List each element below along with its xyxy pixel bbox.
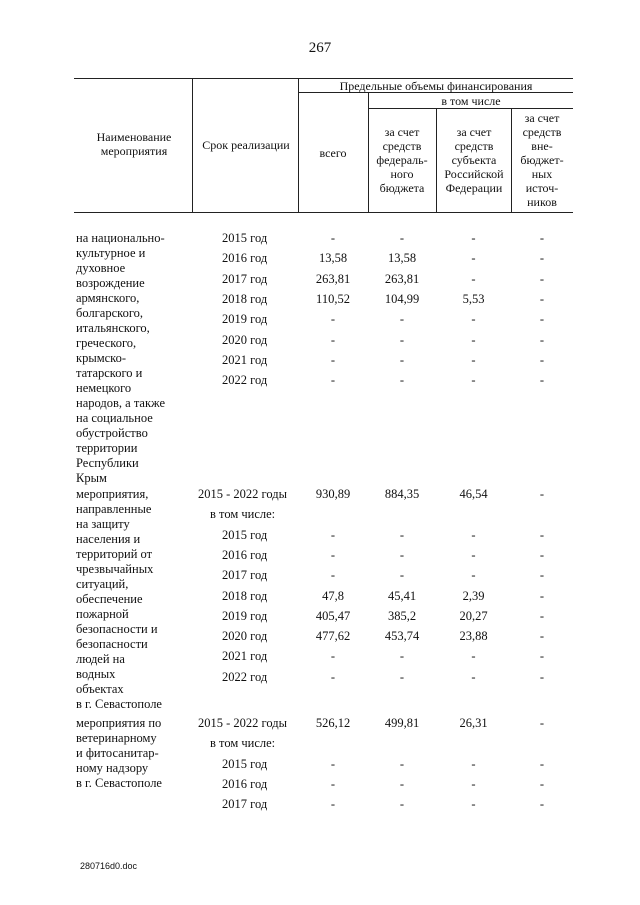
year-cell: 2018 год <box>222 291 268 306</box>
measure-name-line: чрезвычайных <box>76 562 154 576</box>
total-cell: - <box>330 776 336 791</box>
federal-cell: 45,41 <box>387 588 417 603</box>
measure-name-line: культурное и <box>76 246 146 260</box>
measure-name-line: крымско- <box>76 351 127 365</box>
subject-cell: - <box>471 271 476 286</box>
measure-name-line: обустройство <box>76 426 148 440</box>
measure-name-line: греческого, <box>76 336 137 350</box>
year-cell: 2017 год <box>222 271 268 286</box>
total-cell: - <box>330 332 336 347</box>
measure-name-line: безопасности <box>76 637 148 651</box>
subject-cell: - <box>471 312 476 327</box>
year-cell: 2021 год <box>222 352 268 367</box>
federal-cell: 453,74 <box>384 629 420 644</box>
year-cell: 2018 год <box>222 588 268 603</box>
total-cell: 405,47 <box>315 608 351 623</box>
header-total: всего <box>319 146 347 160</box>
federal-cell: - <box>399 547 405 562</box>
measure-name-line: на защиту <box>76 517 130 531</box>
including-label: в том числе: <box>210 507 276 522</box>
extra-cell: - <box>539 527 545 542</box>
extra-cell: - <box>539 756 545 771</box>
year-cell: 2016 год <box>222 776 268 791</box>
measure-name-line: татарского и <box>76 366 143 380</box>
measure-name-line: армянского, <box>76 291 140 305</box>
measure-name-line: возрождение <box>76 276 145 290</box>
footer-filename: 280716d0.doc <box>80 861 138 871</box>
measure-name-line: Республики <box>76 456 139 470</box>
subject-cell: - <box>471 332 476 347</box>
year-cell: 2015 год <box>222 527 268 542</box>
subject-cell: - <box>471 776 476 791</box>
subject-cell: - <box>471 547 476 562</box>
measure-name-line: в г. Севастополе <box>76 697 162 711</box>
total-cell: - <box>330 373 336 388</box>
measure-name-line: на национально- <box>76 231 165 245</box>
federal-cell: - <box>399 527 405 542</box>
total-cell: - <box>330 231 336 245</box>
federal-cell: 263,81 <box>384 271 420 286</box>
extra-cell: - <box>539 568 545 583</box>
measure-name-line: итальянского, <box>76 321 150 335</box>
total-cell: - <box>330 797 336 812</box>
federal-cell: 13,58 <box>387 251 417 266</box>
year-cell: 2020 год <box>222 332 268 347</box>
total-cell: 47,8 <box>322 588 344 603</box>
federal-cell: 104,99 <box>384 291 420 306</box>
header-term-column: Срок реализации <box>202 138 290 152</box>
header-vline-2 <box>298 78 299 212</box>
header-extra: за счет средств вне-бюджет-ных источ-ников <box>520 111 564 209</box>
including-label: в том числе: <box>210 736 276 751</box>
extra-cell: - <box>539 352 545 367</box>
measure-name <box>76 716 194 791</box>
header-limits: Предельные объемы финансирования <box>339 79 533 93</box>
total-cell: - <box>330 527 336 542</box>
extra-cell: - <box>539 669 545 684</box>
total-cell: - <box>330 568 336 583</box>
federal-cell: - <box>399 649 405 664</box>
extra-cell: - <box>539 231 545 245</box>
header-including: в том числе <box>441 94 501 108</box>
extra-cell: - <box>539 291 545 306</box>
extra-cell: - <box>539 312 545 327</box>
total-cell: - <box>330 547 336 562</box>
subject-cell: - <box>471 649 476 664</box>
extra-cell: - <box>539 547 545 562</box>
header-vline-3 <box>368 93 369 212</box>
federal-cell: - <box>399 568 405 583</box>
header-bottom-rule <box>74 212 573 213</box>
year-cell: 2015 год <box>222 231 268 245</box>
extra-cell: - <box>539 251 545 266</box>
measure-name-line: ситуаций, <box>76 577 129 591</box>
federal-cell: - <box>399 776 405 791</box>
subject-cell: - <box>471 756 476 771</box>
extra-cell: - <box>539 332 545 347</box>
federal-cell: - <box>399 231 405 245</box>
header-federal: за счет средств федераль-ного бюджета <box>376 125 428 195</box>
subject-cell: - <box>471 231 476 245</box>
federal-cell: - <box>399 312 405 327</box>
federal-cell: 499,81 <box>384 716 420 730</box>
total-cell: - <box>330 669 336 684</box>
year-cell: 2022 год <box>222 373 268 388</box>
subject-cell: - <box>471 251 476 266</box>
measure-name-line: населения и <box>76 532 141 546</box>
measure-name-line: пожарной <box>76 607 129 621</box>
subject-cell: 20,27 <box>459 608 488 623</box>
including-rule <box>368 108 573 109</box>
measure-name-line: мероприятия по <box>76 716 162 730</box>
page-number: 267 <box>308 40 332 56</box>
total-cell: 263,81 <box>315 271 351 286</box>
federal-cell: - <box>399 352 405 367</box>
federal-cell: 884,35 <box>384 487 420 501</box>
measure-name-line: немецкого <box>76 381 132 395</box>
measure-name-line: ветеринарному <box>76 731 157 745</box>
year-cell: 2016 год <box>222 547 268 562</box>
subject-cell: 26,31 <box>459 716 488 730</box>
extra-cell: - <box>539 716 545 730</box>
subject-cell: 23,88 <box>459 629 488 644</box>
header-subject: за счет средств субъекта Российской Федерации <box>444 125 504 195</box>
measure-name-line: народов, а также <box>76 396 166 410</box>
subject-cell: 2,39 <box>462 588 485 603</box>
federal-cell: - <box>399 797 405 812</box>
extra-cell: - <box>539 649 545 664</box>
measure-name-line: безопасности и <box>76 622 158 636</box>
subject-cell: - <box>471 527 476 542</box>
measure-name-line: духовное <box>76 261 126 275</box>
measure-name-line: территорий от <box>76 547 153 561</box>
federal-cell: - <box>399 756 405 771</box>
measure-name-line: объектах <box>76 682 124 696</box>
measure-name-line: обеспечение <box>76 592 143 606</box>
subject-cell: - <box>471 373 476 388</box>
total-cell: - <box>330 312 336 327</box>
measure-name-line: Крым <box>76 471 107 485</box>
total-cell: - <box>330 756 336 771</box>
extra-cell: - <box>539 797 545 812</box>
subject-cell: 46,54 <box>459 487 488 501</box>
total-cell: - <box>330 352 336 367</box>
total-cell: 477,62 <box>315 629 351 644</box>
header-vline-5 <box>511 108 512 212</box>
subject-cell: - <box>471 352 476 367</box>
extra-cell: - <box>539 608 545 623</box>
year-cell: 2019 год <box>222 312 268 327</box>
measure-name <box>76 231 194 486</box>
measure-name-line: водных <box>76 667 116 681</box>
measure-name-line: территории <box>76 441 138 455</box>
extra-cell: - <box>539 776 545 791</box>
federal-cell: - <box>399 373 405 388</box>
period-cell: 2015 - 2022 годы <box>198 716 288 730</box>
subject-cell: - <box>471 797 476 812</box>
total-cell: 110,52 <box>316 291 350 306</box>
extra-cell: - <box>539 629 545 644</box>
year-cell: 2022 год <box>222 669 268 684</box>
year-cell: 2015 год <box>222 756 268 771</box>
year-cell: 2020 год <box>222 629 268 644</box>
extra-cell: - <box>539 487 545 501</box>
extra-cell: - <box>539 373 545 388</box>
federal-cell: - <box>399 669 405 684</box>
total-cell: 930,89 <box>315 487 351 501</box>
measure-name <box>76 487 194 712</box>
measure-name-line: направленные <box>76 502 152 516</box>
measure-name-line: в г. Севастополе <box>76 776 162 790</box>
period-cell: 2015 - 2022 годы <box>198 487 288 501</box>
extra-cell: - <box>539 271 545 286</box>
measure-name-line: ному надзору <box>76 761 149 775</box>
header-name-column: Наименование мероприятия <box>96 130 172 158</box>
header-vline-1 <box>192 78 193 212</box>
measure-name-line: мероприятия, <box>76 487 149 501</box>
subject-cell: - <box>471 568 476 583</box>
year-cell: 2016 год <box>222 251 268 266</box>
federal-cell: - <box>399 332 405 347</box>
year-cell: 2021 год <box>222 649 268 664</box>
subject-cell: 5,53 <box>462 291 485 306</box>
measure-name-line: болгарского, <box>76 306 144 320</box>
header-vline-4 <box>436 108 437 212</box>
measure-name-line: и фитосанитар- <box>76 746 159 760</box>
measure-name-line: на социальное <box>76 411 153 425</box>
federal-cell: 385,2 <box>387 608 417 623</box>
year-cell: 2017 год <box>222 568 268 583</box>
subject-cell: - <box>471 669 476 684</box>
year-cell: 2019 год <box>222 608 268 623</box>
total-cell: - <box>330 649 336 664</box>
total-cell: 13,58 <box>318 251 348 266</box>
extra-cell: - <box>539 588 545 603</box>
measure-name-line: людей на <box>76 652 125 666</box>
total-cell: 526,12 <box>315 716 351 730</box>
year-cell: 2017 год <box>222 797 268 812</box>
